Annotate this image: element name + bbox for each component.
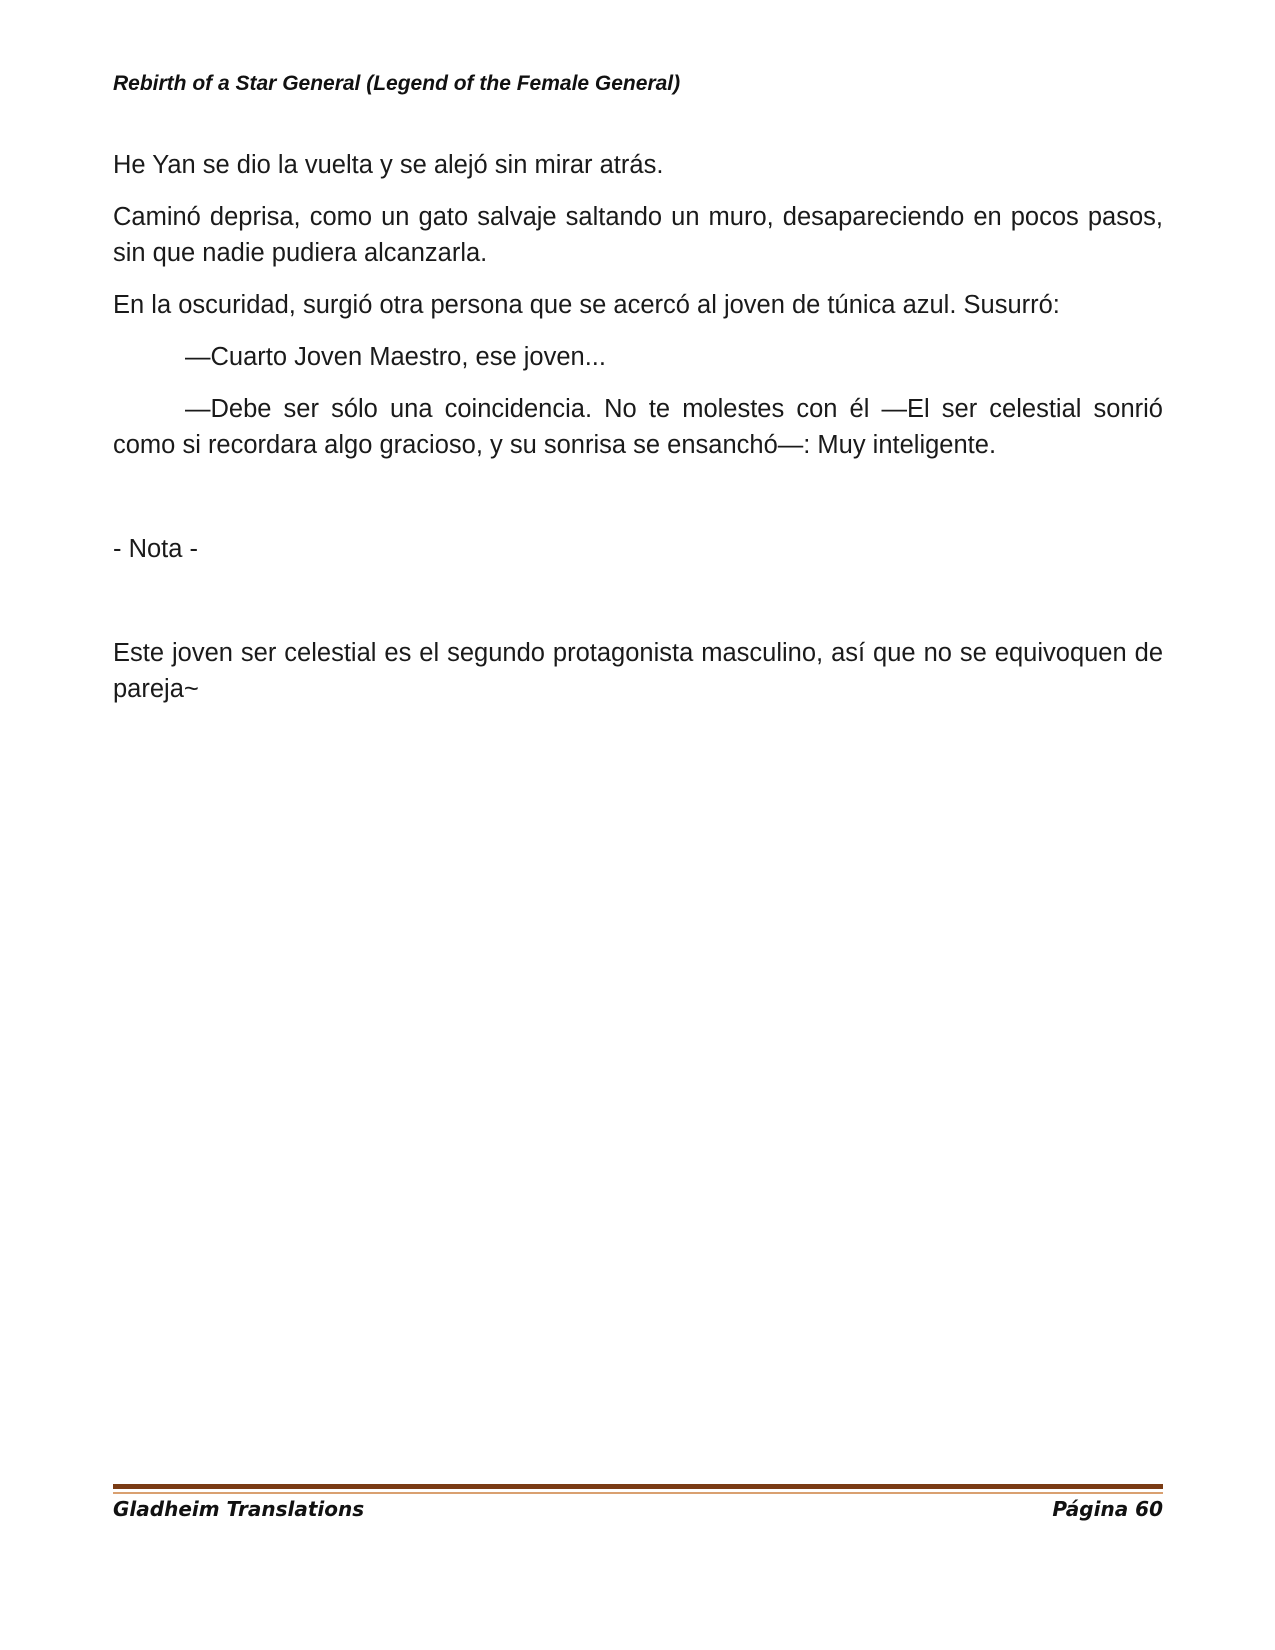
- dialogue-paragraph: —Debe ser sólo una coincidencia. No te molestes con él —El ser celestial sonrió como si recordara algo gracioso, y su sonrisa se ensanchó—: Muy inteligente.: [113, 395, 1163, 459]
- dialogue-paragraph: —Cuarto Joven Maestro, ese joven...: [185, 343, 606, 371]
- paragraph: En la oscuridad, surgió otra persona que se acercó al joven de túnica azul. Susurró:: [113, 291, 1060, 319]
- paragraph: He Yan se dio la vuelta y se alejó sin mirar atrás.: [113, 151, 664, 179]
- footer-divider-accent: [113, 1492, 1163, 1494]
- note-text: Este joven ser celestial es el segundo protagonista masculino, así que no se equivoquen de pareja~: [113, 639, 1163, 703]
- footer-page-number: Página 60: [1052, 1497, 1163, 1521]
- paragraph: Caminó deprisa, como un gato salvaje saltando un muro, desapareciendo en pocos pasos, sin que nadie pudiera alcanzarla.: [113, 203, 1163, 267]
- footer-publisher: Gladheim Translations: [113, 1497, 365, 1521]
- footer-divider: [113, 1484, 1163, 1489]
- document-body: [113, 147, 1163, 723]
- note-heading: - Nota -: [113, 535, 199, 563]
- page-header-title: Rebirth of a Star General (Legend of the Female General): [113, 72, 681, 95]
